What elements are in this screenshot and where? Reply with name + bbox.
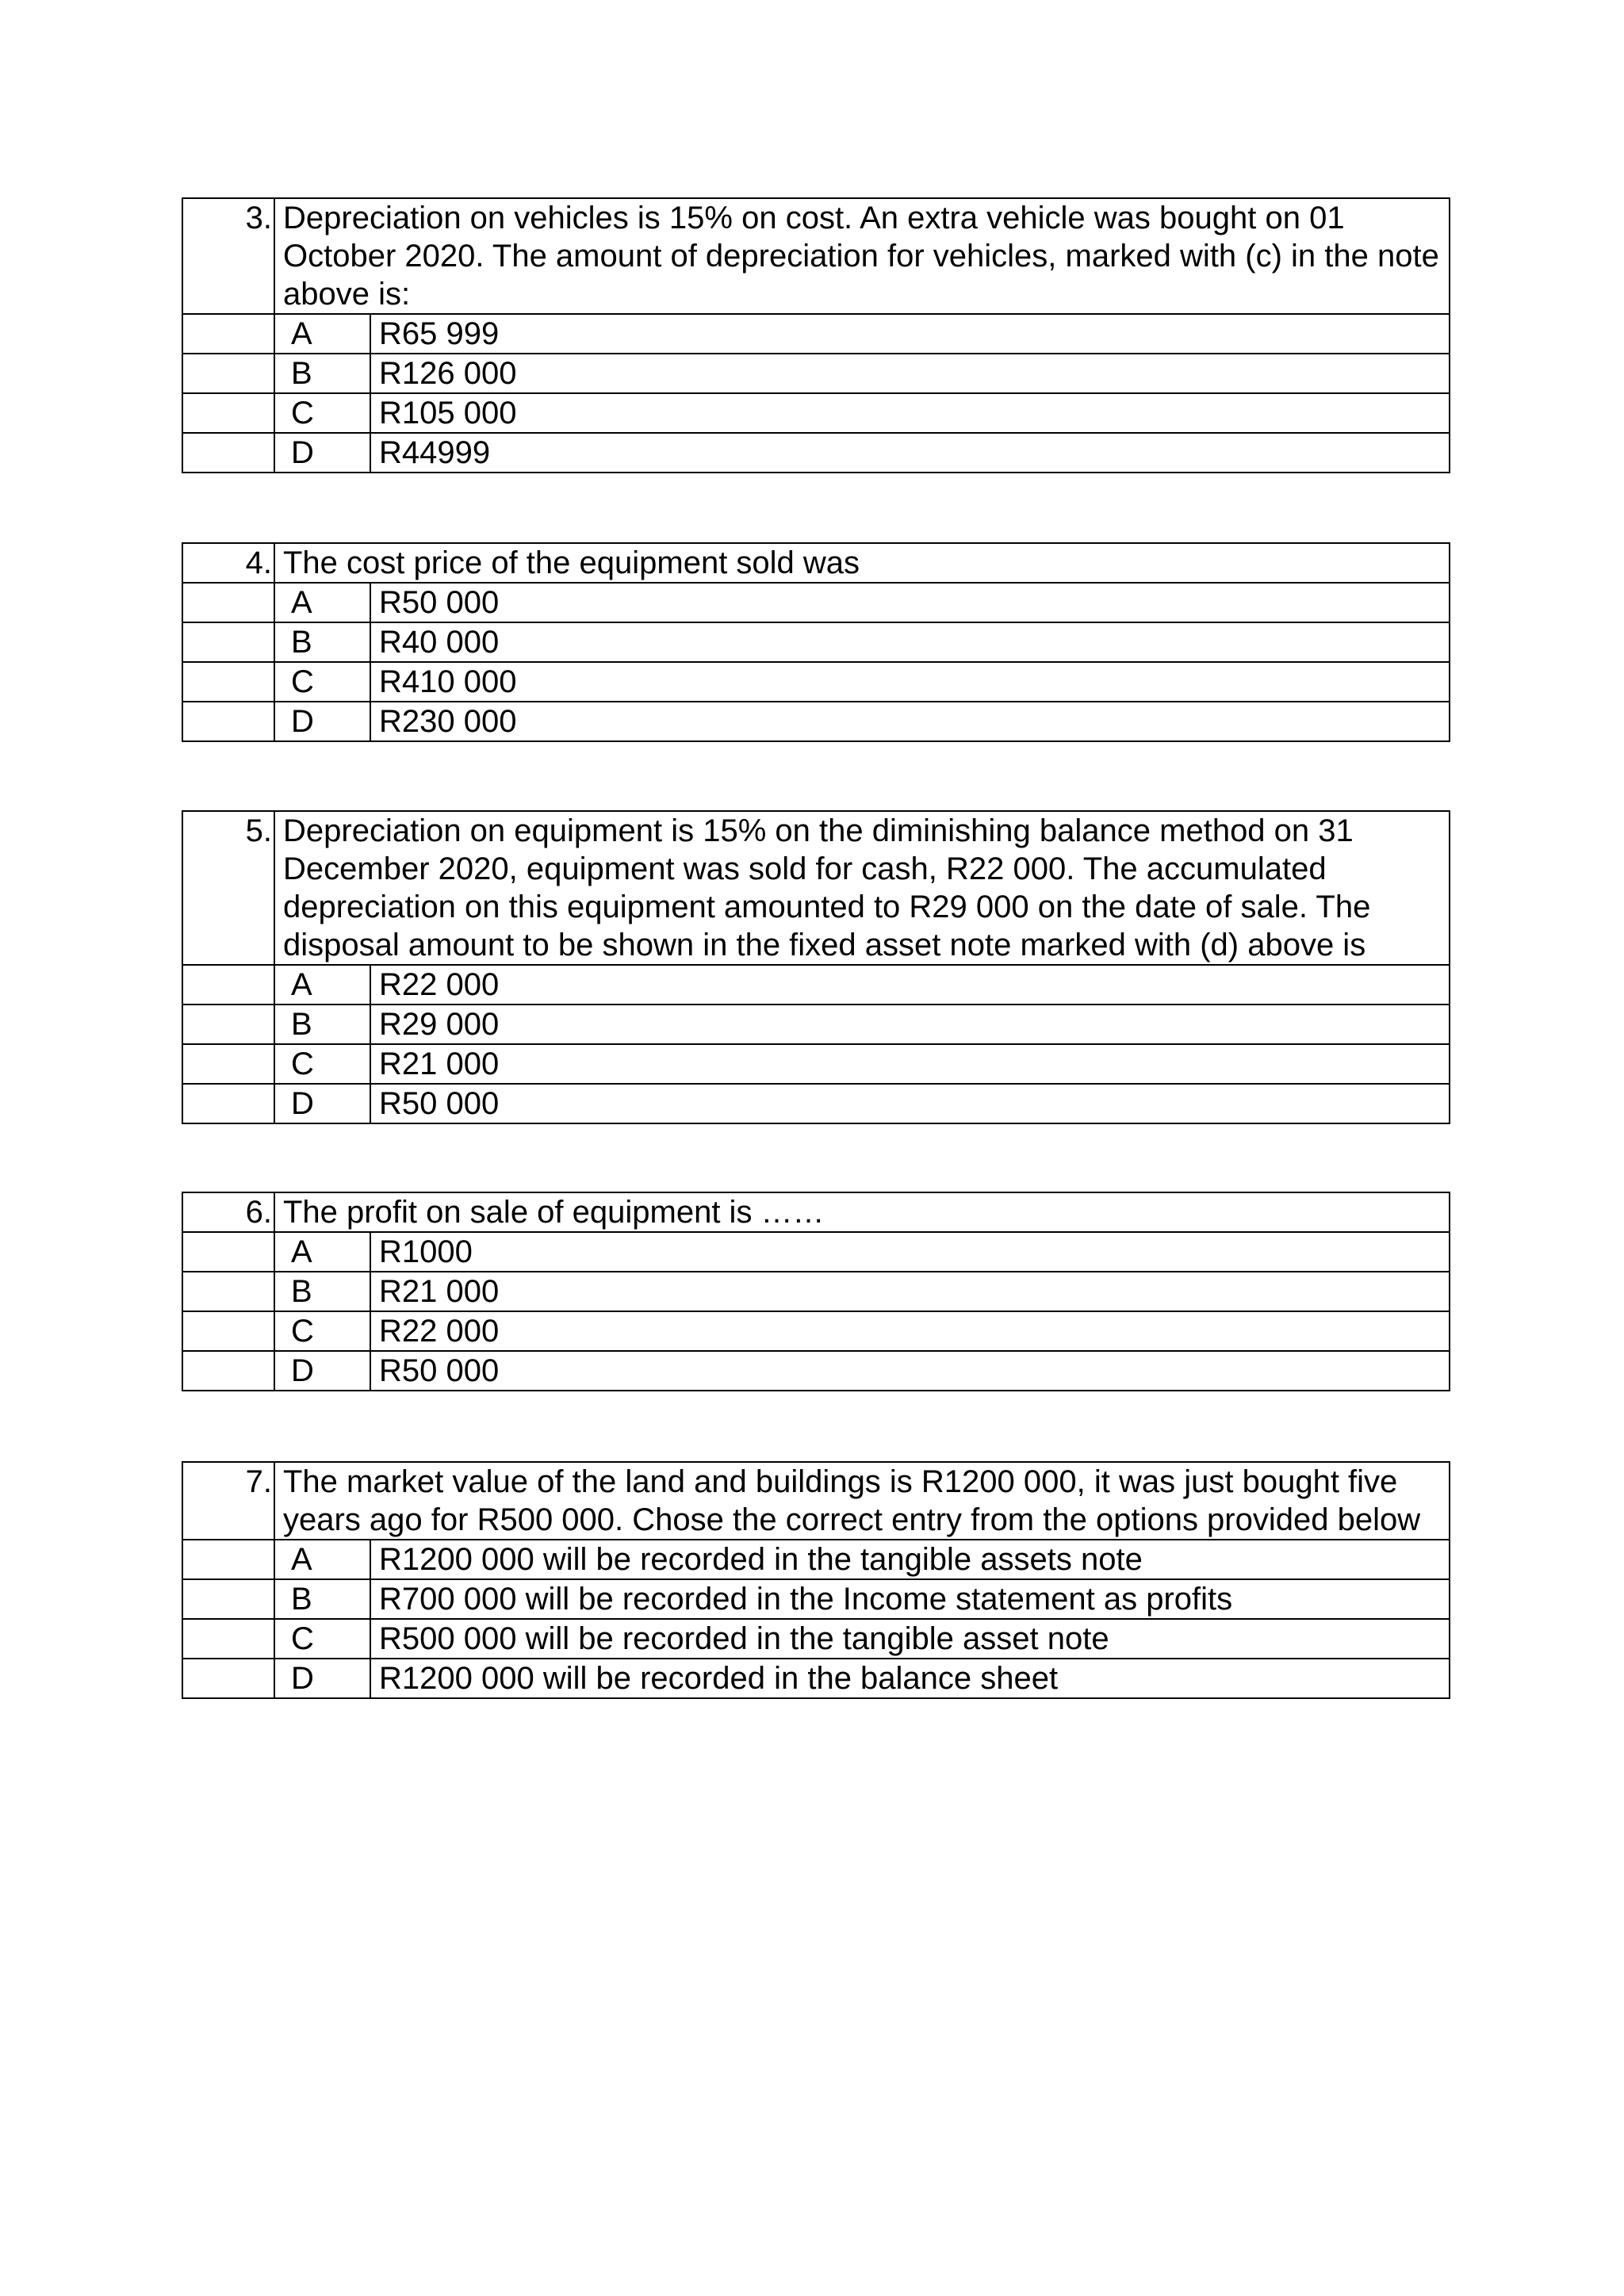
option-spacer	[182, 354, 274, 393]
question-5-table	[182, 810, 1450, 1124]
option-letter: D	[274, 1659, 370, 1698]
option-row-d[interactable]	[182, 1084, 1450, 1123]
option-text: R40 000	[370, 622, 1450, 662]
option-text: R21 000	[370, 1044, 1450, 1084]
option-letter: D	[274, 702, 370, 741]
option-row-c[interactable]	[182, 1619, 1450, 1659]
option-spacer	[182, 965, 274, 1004]
question-number: 5.	[182, 811, 274, 965]
option-spacer	[182, 1619, 274, 1659]
option-text: R44999	[370, 433, 1450, 473]
option-row-c[interactable]	[182, 1044, 1450, 1084]
question-7-table	[182, 1461, 1450, 1699]
option-text: R410 000	[370, 662, 1450, 702]
option-text: R22 000	[370, 1311, 1450, 1351]
option-spacer	[182, 702, 274, 741]
question-4-stem-row	[182, 543, 1450, 583]
option-spacer	[182, 1044, 274, 1084]
option-text: R29 000	[370, 1004, 1450, 1044]
option-letter: A	[274, 583, 370, 622]
question-3-stem-row	[182, 198, 1450, 314]
option-row-b[interactable]	[182, 1004, 1450, 1044]
option-spacer	[182, 583, 274, 622]
option-letter: A	[274, 1540, 370, 1579]
option-letter: B	[274, 1579, 370, 1619]
question-6-table	[182, 1192, 1450, 1391]
question-4-table	[182, 542, 1450, 742]
option-text: R1200 000 will be recorded in the balance sheet	[370, 1659, 1450, 1698]
option-spacer	[182, 1540, 274, 1579]
option-text: R500 000 will be recorded in the tangible asset note	[370, 1619, 1450, 1659]
question-number: 4.	[182, 543, 274, 583]
option-spacer	[182, 1272, 274, 1311]
option-text: R22 000	[370, 965, 1450, 1004]
option-letter: C	[274, 1044, 370, 1084]
option-text: R126 000	[370, 354, 1450, 393]
option-letter: C	[274, 1619, 370, 1659]
option-spacer	[182, 1311, 274, 1351]
question-stem: Depreciation on equipment is 15% on the diminishing balance method on 31 December 2020, equipment was sold for cash, R22 000. The accumulated depreciation on this equipment amounted to R29 000 on the date of sale. The disposal amount to be shown in the fixed asset note marked with (d) above is	[274, 811, 1450, 965]
option-row-a[interactable]	[182, 965, 1450, 1004]
option-letter: D	[274, 1084, 370, 1123]
option-row-b[interactable]	[182, 1579, 1450, 1619]
question-7-stem-row	[182, 1462, 1450, 1540]
option-text: R50 000	[370, 583, 1450, 622]
option-letter: B	[274, 354, 370, 393]
option-letter: A	[274, 1232, 370, 1272]
option-row-a[interactable]	[182, 583, 1450, 622]
option-letter: A	[274, 965, 370, 1004]
question-stem: The market value of the land and buildings is R1200 000, it was just bought five years ago for R500 000. Chose the correct entry from the options provided below	[274, 1462, 1450, 1540]
option-text: R65 999	[370, 314, 1450, 354]
option-row-a[interactable]	[182, 1232, 1450, 1272]
option-row-b[interactable]	[182, 354, 1450, 393]
option-letter: C	[274, 662, 370, 702]
option-row-d[interactable]	[182, 702, 1450, 741]
option-letter: B	[274, 1272, 370, 1311]
option-row-b[interactable]	[182, 1272, 1450, 1311]
option-spacer	[182, 1232, 274, 1272]
option-letter: D	[274, 433, 370, 473]
option-spacer	[182, 1659, 274, 1698]
option-letter: C	[274, 1311, 370, 1351]
option-row-d[interactable]	[182, 1659, 1450, 1698]
option-spacer	[182, 393, 274, 433]
question-stem: The profit on sale of equipment is ……	[274, 1192, 1450, 1232]
option-row-d[interactable]	[182, 433, 1450, 473]
option-row-a[interactable]	[182, 314, 1450, 354]
option-row-d[interactable]	[182, 1351, 1450, 1391]
option-row-c[interactable]	[182, 393, 1450, 433]
option-text: R21 000	[370, 1272, 1450, 1311]
question-5-stem-row	[182, 811, 1450, 965]
option-letter: B	[274, 1004, 370, 1044]
question-number: 3.	[182, 198, 274, 314]
question-stem: The cost price of the equipment sold was	[274, 543, 1450, 583]
option-spacer	[182, 622, 274, 662]
option-text: R50 000	[370, 1351, 1450, 1391]
option-row-a[interactable]	[182, 1540, 1450, 1579]
question-stem: Depreciation on vehicles is 15% on cost. An extra vehicle was bought on 01 October 2020. The amount of depreciation for vehicles, marked with (c) in the note above is:	[274, 198, 1450, 314]
option-text: R50 000	[370, 1084, 1450, 1123]
question-number: 7.	[182, 1462, 274, 1540]
question-6-stem-row	[182, 1192, 1450, 1232]
question-3-table	[182, 197, 1450, 473]
option-letter: D	[274, 1351, 370, 1391]
option-spacer	[182, 1004, 274, 1044]
option-spacer	[182, 1084, 274, 1123]
option-row-c[interactable]	[182, 1311, 1450, 1351]
option-spacer	[182, 314, 274, 354]
option-spacer	[182, 433, 274, 473]
option-spacer	[182, 662, 274, 702]
option-text: R105 000	[370, 393, 1450, 433]
option-row-b[interactable]	[182, 622, 1450, 662]
option-text: R700 000 will be recorded in the Income statement as profits	[370, 1579, 1450, 1619]
option-spacer	[182, 1579, 274, 1619]
question-number: 6.	[182, 1192, 274, 1232]
option-text: R230 000	[370, 702, 1450, 741]
option-spacer	[182, 1351, 274, 1391]
option-letter: B	[274, 622, 370, 662]
option-text: R1000	[370, 1232, 1450, 1272]
option-letter: C	[274, 393, 370, 433]
option-text: R1200 000 will be recorded in the tangible assets note	[370, 1540, 1450, 1579]
option-letter: A	[274, 314, 370, 354]
option-row-c[interactable]	[182, 662, 1450, 702]
